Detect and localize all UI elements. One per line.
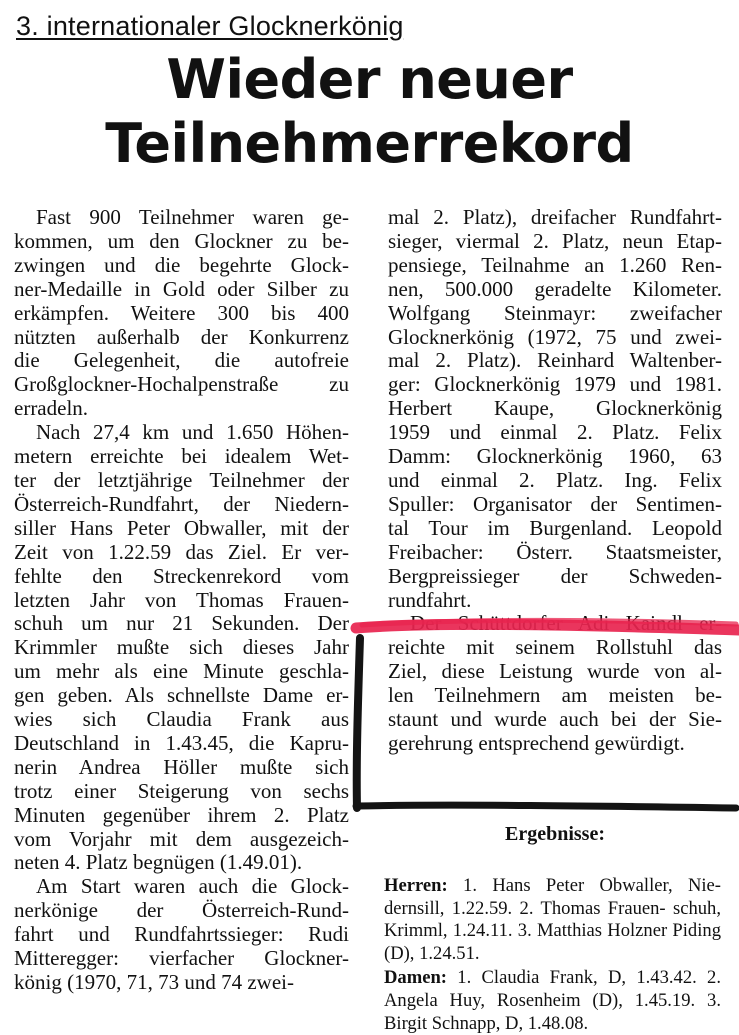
text-line: Der Schüttdorfer Adi Kaindl er- <box>410 611 722 636</box>
text-line: Österreich-Rundfahrt, der Niedern- <box>14 491 349 516</box>
article-kicker: 3. internationaler Glocknerkönig <box>16 11 404 41</box>
headline-line-2: Teilnehmerrekord <box>105 112 634 175</box>
text-line: nerin Andrea Höller mußte sich <box>14 754 349 779</box>
text-line: gen geben. Als schnellste Dame er- <box>14 683 349 708</box>
text-line: um mehr als eine Minute geschla- <box>14 659 349 684</box>
text-line: trotz einer Steigerung von sechs <box>14 778 349 803</box>
text-line: könig (1970, 71, 73 und 74 zwei- <box>14 970 294 994</box>
text-line: Bergpreissieger der Schweden- <box>388 563 722 588</box>
text-line: fahrt und Rundfahrtssieger: Rudi <box>14 922 349 947</box>
text-line: nen, 500.000 geradelte Kilometer. <box>388 276 722 301</box>
headline-line-1: Wieder neuer <box>166 48 573 111</box>
results-heading: Ergebnisse: <box>505 823 605 845</box>
text-line: ter der letztjährige Teilnehmer der <box>14 467 349 492</box>
results-damen <box>384 967 721 1035</box>
text-line: siller Hans Peter Obwaller, mit der <box>14 515 349 540</box>
text-line: len Teilnehmern am meisten be- <box>388 683 722 708</box>
text-line: kommen, um den Glockner zu be- <box>14 228 349 253</box>
text-line: rundfahrt. <box>388 587 472 612</box>
text-line: nützten außerhalb der Konkurrenz <box>14 324 349 349</box>
damen-text: 1. Claudia Frank, D, 1.43.42. 2. Angela Huy, Rosenheim (D), 1.45.19. 3. Birgit Schnapp, D, 1.48.08. <box>384 967 721 1034</box>
herren-label: Herren: <box>384 875 448 896</box>
text-line: Spuller: Organisator der Sentimen- <box>388 491 722 516</box>
text-line: neten 4. Platz begnügen (1.49.01). <box>14 850 303 875</box>
text-line: Deutschland in 1.43.45, die Kapru- <box>14 730 349 755</box>
text-line: Am Start waren auch die Glock- <box>36 874 349 899</box>
text-line: staunt und wurde auch bei der Sie- <box>388 707 722 732</box>
text-line: Nach 27,4 km und 1.650 Höhen- <box>36 420 349 445</box>
text-line: zwingen und die begehrte Glock- <box>14 252 349 277</box>
black-bracket-bottom <box>356 805 736 808</box>
herren-text: 1. Hans Peter Obwaller, Nie- dernsill, 1.22.59. 2. Thomas Frauen- schuh, Krimml, 1.24.11. 3. Matthias Holzner Piding (D), 1.24.51. <box>384 875 721 964</box>
text-line: Krimmler mußte sich dieses Jahr <box>14 635 349 660</box>
text-line: pensiege, Teilnahme an 1.260 Ren- <box>388 252 722 277</box>
text-line: Minuten gegenüber ihrem 2. Platz <box>14 802 349 827</box>
text-line: gerehrung entsprechend gewürdigt. <box>388 730 685 755</box>
text-line: reichte mit seinem Rollstuhl das <box>388 635 722 660</box>
text-line: metern erreichte bei idealem Wet- <box>14 444 349 469</box>
text-line: sieger, viermal 2. Platz, neun Etap- <box>388 228 722 253</box>
text-line: Wolfgang Steinmayr: zweifacher <box>388 300 722 325</box>
text-line: die Gelegenheit, die autofreie <box>14 348 349 373</box>
text-line: Ziel, diese Leistung wurde von al- <box>388 659 722 684</box>
text-line: vom Vorjahr mit dem ausgezeich- <box>14 826 349 851</box>
black-bracket-vertical <box>357 638 360 808</box>
text-line: Mitteregger: vierfacher Glockner- <box>14 946 349 971</box>
text-line: Herbert Kaupe, Glocknerkönig <box>388 396 722 421</box>
text-line: fehlte den Streckenrekord vom <box>14 563 349 588</box>
text-line: nerkönige der Österreich-Rund- <box>14 898 349 923</box>
text-line: mal 2. Platz), dreifacher Rundfahrt- <box>388 205 722 229</box>
text-line: erkämpfen. Weitere 300 bis 400 <box>14 300 349 325</box>
text-line: letzten Jahr von Thomas Frauen- <box>14 587 349 612</box>
text-line: Zeit von 1.22.59 das Ziel. Er ver- <box>14 539 349 564</box>
right-column <box>388 206 722 756</box>
damen-label: Damen: <box>384 967 447 989</box>
text-line: Großglockner-Hochalpenstraße zu <box>14 372 349 397</box>
results-block <box>384 875 721 1035</box>
results-herren <box>384 875 721 965</box>
text-line: Fast 900 Teilnehmer waren ge- <box>36 205 349 229</box>
text-line: und einmal 2. Platz. Ing. Felix <box>388 467 722 492</box>
text-line: mal 2. Platz). Reinhard Waltenber- <box>388 348 722 373</box>
text-line: tal Tour im Burgenland. Leopold <box>388 515 722 540</box>
text-line: ger: Glocknerkönig 1979 und 1981. <box>388 372 722 397</box>
text-line: Freibacher: Österr. Staatsmeister, <box>388 539 722 564</box>
text-line: 1959 und einmal 2. Platz. Felix <box>388 420 722 445</box>
text-line: wies sich Claudia Frank aus <box>14 707 349 732</box>
text-line: ner-Medaille in Gold oder Silber zu <box>14 276 349 301</box>
text-line: Damm: Glocknerkönig 1960, 63 <box>388 444 722 469</box>
left-column <box>14 206 349 995</box>
text-line: schuh um nur 21 Sekunden. Der <box>14 611 349 636</box>
text-line: erradeln. <box>14 396 89 421</box>
text-line: Glocknerkönig (1972, 75 und zwei- <box>388 324 722 349</box>
